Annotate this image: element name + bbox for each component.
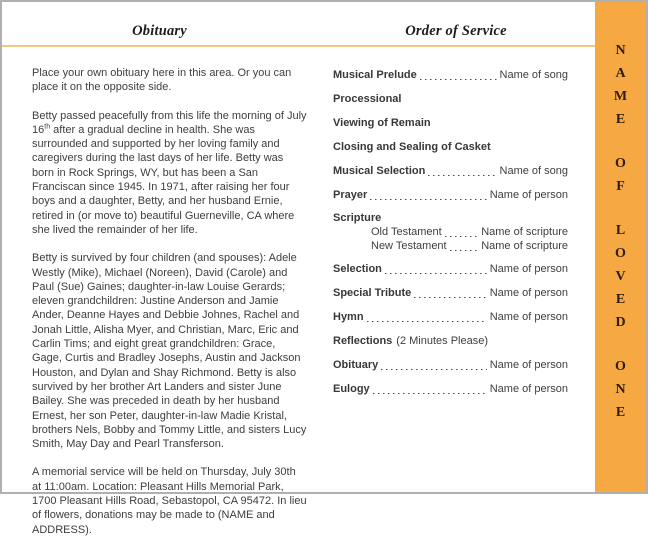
name-of-loved-one-band <box>595 2 646 492</box>
sidebar-letter: F <box>616 179 625 194</box>
page-content <box>2 59 595 536</box>
service-item-value: Name of person <box>489 263 568 275</box>
sidebar-letter: V <box>615 269 626 284</box>
dotted-leader <box>381 364 487 372</box>
sidebar-letter: E <box>615 292 626 307</box>
obituary-column <box>2 59 317 536</box>
sidebar-letter: E <box>615 405 626 420</box>
service-subitem-label: New Testament <box>371 240 447 252</box>
section-headers <box>2 23 595 40</box>
service-item <box>333 212 568 225</box>
service-subitem-value: Name of scripture <box>481 240 568 252</box>
dotted-leader <box>450 245 479 253</box>
sidebar-letter: E <box>615 112 626 127</box>
dotted-leader <box>367 316 487 324</box>
sidebar-word <box>595 355 646 424</box>
service-item-label: Special Tribute <box>333 287 412 299</box>
sidebar-letter: L <box>615 223 626 238</box>
service-item <box>333 116 568 130</box>
dotted-leader <box>428 170 496 178</box>
service-item-value: Name of song <box>499 69 568 81</box>
obituary-paragraph-text: after a gradual decline in health. She was surrounded and supported by her loving family and caregivers during the last days of her life. Betty was born in Rock Springs, WY, but has been a San Franciscan since 1945. In 1971, after raising her four boys and a daughter, Betty, and her husband Ernie, retired in (or move to) beautiful Guerneville, CA where she lived the remainder of her life. <box>32 123 295 236</box>
service-item-label: Eulogy <box>333 383 370 395</box>
service-item-value: Name of person <box>489 359 568 371</box>
sidebar-letter: M <box>613 89 628 104</box>
order-of-service-header: Order of Service <box>405 23 507 39</box>
service-item-label: Prayer <box>333 189 368 201</box>
sidebar-word <box>595 219 646 334</box>
obituary-paragraph <box>32 109 307 238</box>
service-item-value: Name of person <box>489 189 568 201</box>
service-item <box>333 92 568 106</box>
service-item-label: Closing and Sealing of Casket <box>333 141 491 153</box>
service-item-label: Musical Selection <box>333 165 426 177</box>
service-item-label: Obituary <box>333 359 379 371</box>
service-item <box>333 382 568 396</box>
service-item <box>333 286 568 300</box>
dotted-leader <box>414 292 486 300</box>
obituary-paragraph-text: Betty passed peacefully from this life the morning of July 16 <box>32 109 307 136</box>
service-item-label: Viewing of Remain <box>333 117 431 129</box>
service-item <box>333 140 568 154</box>
service-subitem-label: Old Testament <box>371 226 442 238</box>
service-item <box>333 68 568 82</box>
service-item-value: Name of person <box>489 311 568 323</box>
service-item <box>333 188 568 202</box>
service-subitem <box>333 240 568 253</box>
service-subgroup <box>333 212 568 253</box>
sidebar-letter: O <box>615 156 626 171</box>
sidebar-letter: D <box>615 315 626 330</box>
accent-rule <box>2 45 595 47</box>
order-of-service-list <box>317 59 595 492</box>
service-item <box>333 334 568 348</box>
service-item-label: Processional <box>333 93 402 105</box>
service-subitem <box>333 226 568 239</box>
service-item <box>333 358 568 372</box>
dotted-leader <box>445 231 478 239</box>
service-item-label: Scripture <box>333 212 382 224</box>
service-item <box>333 164 568 178</box>
service-item-note: (2 Minutes Please) <box>396 335 489 347</box>
service-item-value: Name of person <box>489 287 568 299</box>
dotted-leader <box>420 74 497 82</box>
sidebar-letter: A <box>615 66 626 81</box>
sidebar-word <box>595 152 646 198</box>
sidebar-letter: O <box>615 359 626 374</box>
sidebar-letter: N <box>615 43 626 58</box>
service-item <box>333 262 568 276</box>
obituary-paragraph: Betty is survived by four children (and spouses): Adele Westly (Mike), Michael (Noreen), David (Carole) and Paul (Sue) Gaines; daughter-in-law Louise Gerards; eleven grandchildren: Justine Anderson and Jamie Ander, Deanne Hayes and Debbie Johnes, Rachel and Jonah Little, Alisha Myer, and Christian, Marc, Eric and Carlin Tims; and eight great grandchildren: Grace, Gage, Curtis and Bradley Josephs, Austin and Jackson Houston, and Dylan and Shay Richmond. Betty is also survived by her brother Art Landers and sister June Bailey. She was preceded in death by her husband Ernest, her son Peter, daughter-in-law Madie Kristal, brothers Nels, Bobby and Tommy Little, and sisters Lucy Smith, May Day and Pearl Transferson. <box>32 252 307 451</box>
obituary-header: Obituary <box>132 23 187 39</box>
service-item-label: Hymn <box>333 311 364 323</box>
service-item-value: Name of person <box>489 383 568 395</box>
service-subitem-value: Name of scripture <box>481 226 568 238</box>
ordinal-suffix: th <box>44 123 51 131</box>
service-item-label: Musical Prelude <box>333 69 417 81</box>
service-item-label: Selection <box>333 263 382 275</box>
obituary-paragraph: Place your own obituary here in this area. Or you can place it on the opposite side. <box>32 67 292 94</box>
sidebar-letter: O <box>615 246 626 261</box>
dotted-leader <box>370 194 486 202</box>
service-item-label: Reflections <box>333 335 393 347</box>
sidebar-word <box>595 39 646 131</box>
dotted-leader <box>385 268 487 276</box>
service-item-value: Name of song <box>499 165 568 177</box>
sidebar-letter: N <box>615 382 626 397</box>
obituary-paragraph: A memorial service will be held on Thursday, July 30th at 11:00am. Location: Pleasant Hills Memorial Park, 1700 Pleasant Hills Road, Sebastopol, CA 95472. In lieu of flowers, donations may be made to (NAME and ADDRESS). <box>32 466 307 536</box>
service-item <box>333 310 568 324</box>
dotted-leader <box>373 388 487 396</box>
